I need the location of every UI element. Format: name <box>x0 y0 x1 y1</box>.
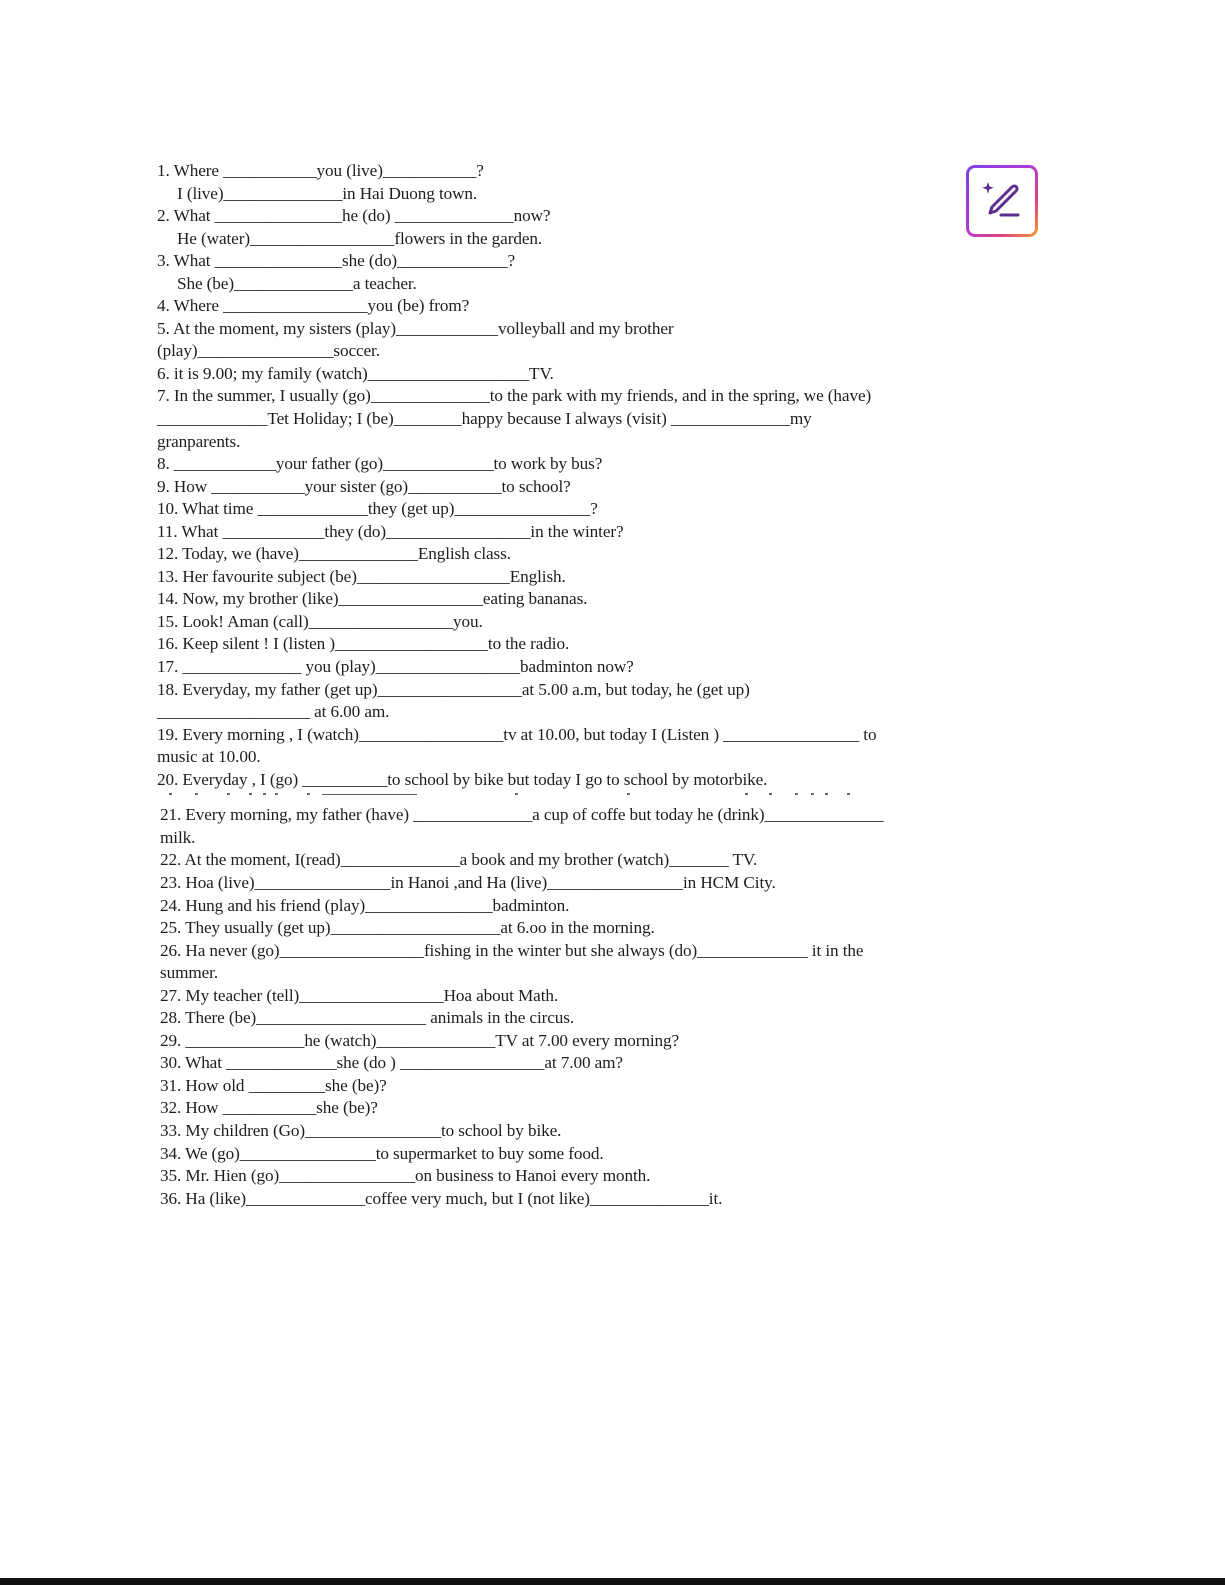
answer-blank[interactable]: _________________ <box>299 985 444 1005</box>
exercise-line <box>157 679 997 702</box>
answer-blank[interactable]: _____________ <box>383 454 494 474</box>
exercise-text: milk. <box>160 827 196 847</box>
exercise-text: fishing in the winter but she always (do) <box>423 940 698 960</box>
exercise-text: She (be) <box>177 273 234 293</box>
exercise-text: badminton. <box>492 895 570 915</box>
exercise-text: your sister (go) <box>304 476 409 496</box>
exercise-line <box>157 183 997 206</box>
answer-blank[interactable]: _______________ <box>214 206 343 226</box>
exercise-list <box>157 160 997 1210</box>
exercise-text: TV at 7.00 every morning? <box>495 1030 680 1050</box>
exercise-text: at 7.00 am? <box>544 1053 623 1073</box>
answer-blank[interactable]: _________________ <box>223 296 368 316</box>
exercise-line <box>157 985 997 1008</box>
answer-blank[interactable]: ____________________ <box>330 918 501 938</box>
exercise-text: 34. We (go) <box>160 1143 240 1163</box>
exercise-line <box>157 250 997 273</box>
exercise-text: 18. Everyday, my father (get up) <box>157 679 378 699</box>
exercise-text: volleyball and my brother <box>497 318 674 338</box>
exercise-line <box>157 363 997 386</box>
answer-blank[interactable]: _____________ <box>157 409 268 429</box>
exercise-line <box>157 1030 997 1053</box>
exercise-text: now? <box>513 206 551 226</box>
exercise-text: your father (go) <box>275 454 384 474</box>
answer-blank[interactable]: _____________ <box>257 499 368 519</box>
exercise-text: 12. Today, we (have) <box>157 544 299 564</box>
exercise-text: English class. <box>417 544 511 564</box>
exercise-text: badminton now? <box>520 657 634 677</box>
exercise-text: at 6.oo in the morning. <box>500 918 655 938</box>
exercise-text: 26. Ha never (go) <box>160 940 280 960</box>
exercise-text: a book and my brother (watch) <box>459 850 670 870</box>
exercise-text: ? <box>507 251 516 271</box>
exercise-text: 25. They usually (get up) <box>160 918 331 938</box>
answer-blank[interactable]: ______________ <box>370 386 490 406</box>
exercise-line <box>157 656 997 679</box>
exercise-text: you (live) <box>316 161 383 180</box>
exercise-line <box>157 746 997 769</box>
exercise-text: 14. Now, my brother (like) <box>157 589 339 609</box>
exercise-text: at 6.00 am. <box>309 702 390 722</box>
answer-blank[interactable]: ______________ <box>223 183 343 203</box>
exercise-text: my <box>789 409 812 429</box>
answer-blank[interactable]: ___________________ <box>367 363 530 383</box>
exercise-text: to <box>859 724 877 744</box>
exercise-text: to supermarket to buy some food. <box>375 1143 604 1163</box>
exercise-line <box>157 295 997 318</box>
answer-blank[interactable]: _____________ <box>226 1053 337 1073</box>
page-bottom-edge <box>0 1578 1225 1585</box>
exercise-text: music at 10.00. <box>157 747 261 767</box>
exercise-text: 33. My children (Go) <box>160 1120 306 1140</box>
answer-blank[interactable]: ________________ <box>239 1143 376 1163</box>
exercise-text: she (do ) <box>336 1053 400 1073</box>
answer-blank[interactable]: ____________ <box>173 454 276 474</box>
exercise-text: flowers in the garden. <box>394 228 543 248</box>
exercise-line <box>157 1007 997 1030</box>
exercise-text: summer. <box>160 963 219 983</box>
exercise-text: to school by bike but today I go to school by motorbike. <box>387 769 768 789</box>
exercise-text: on business to Hanoi every month. <box>414 1166 651 1186</box>
exercise-line <box>157 1075 997 1098</box>
answer-blank[interactable]: __________________ <box>335 634 488 654</box>
exercise-line <box>157 701 997 724</box>
exercise-text: 36. Ha (like) <box>160 1188 247 1208</box>
exercise-text: 21. Every morning, my father (have) <box>160 805 414 825</box>
exercise-line <box>157 205 997 228</box>
answer-blank[interactable]: __________ <box>302 769 388 789</box>
answer-blank[interactable]: ____________________ <box>256 1008 427 1028</box>
answer-blank[interactable]: ________ <box>393 409 462 429</box>
answer-blank[interactable]: ___________ <box>222 1098 317 1118</box>
answer-blank[interactable]: _________________ <box>338 589 483 609</box>
exercise-text: it in the <box>807 940 864 960</box>
exercise-line <box>157 1143 997 1166</box>
exercise-text: 29. <box>160 1030 186 1050</box>
answer-blank[interactable]: ____________ <box>396 318 498 338</box>
exercise-text: 7. In the summer, I usually (go) <box>157 386 371 406</box>
answer-blank[interactable]: ______________ <box>246 1188 365 1208</box>
exercise-text: 2. What <box>157 206 215 226</box>
exercise-text: 11. What <box>157 521 223 541</box>
exercise-text: 9. How <box>157 476 212 496</box>
exercise-text: 15. Look! Aman (call) <box>157 611 309 631</box>
exercise-line <box>157 1097 997 1120</box>
exercise-text: he (watch) <box>304 1030 377 1050</box>
exercise-line <box>157 318 997 341</box>
answer-blank[interactable]: ________________ <box>254 872 391 892</box>
exercise-line <box>157 453 997 476</box>
answer-blank[interactable]: _______ <box>669 850 729 870</box>
exercise-text: 31. How old <box>160 1075 249 1095</box>
answer-blank[interactable]: ______________ <box>340 850 460 870</box>
exercise-text: in Hanoi ,and Ha (live) <box>390 872 548 892</box>
answer-blank[interactable]: ______________ <box>185 1030 305 1050</box>
exercise-line <box>157 566 997 589</box>
exercise-text: ? <box>476 161 484 180</box>
exercise-line <box>157 521 997 544</box>
exercise-text: (play) <box>157 341 198 361</box>
exercise-text: 28. There (be) <box>160 1008 257 1028</box>
exercise-text: she (be)? <box>316 1098 378 1118</box>
answer-blank[interactable]: _________________ <box>358 724 504 744</box>
exercise-text: 16. Keep silent ! I (listen ) <box>157 634 335 654</box>
exercise-line <box>157 872 997 895</box>
answer-blank[interactable]: ______________ <box>413 805 533 825</box>
exercise-text: to school? <box>501 476 571 496</box>
exercise-text: a cup of coffe but today he (drink) <box>532 805 765 825</box>
exercise-text: he (do) <box>342 206 395 226</box>
exercise-text: 32. How <box>160 1098 223 1118</box>
exercise-text: it. <box>708 1188 723 1208</box>
answer-blank[interactable]: ______________ <box>589 1188 709 1208</box>
exercise-text: they (do) <box>324 521 387 541</box>
answer-blank[interactable]: ______________ <box>182 657 302 677</box>
exercise-text: 8. <box>157 454 174 474</box>
answer-blank[interactable]: _____________ <box>697 940 808 960</box>
exercise-text: 19. Every morning , I (watch) <box>157 724 359 744</box>
answer-blank[interactable]: ________________ <box>305 1120 441 1140</box>
exercise-line <box>157 1120 997 1143</box>
exercise-line <box>157 476 997 499</box>
answer-blank[interactable]: _________________ <box>279 940 424 960</box>
exercise-text: 27. My teacher (tell) <box>160 985 300 1005</box>
exercise-line <box>157 804 997 827</box>
answer-blank[interactable]: ______________ <box>298 544 418 564</box>
exercise-text: 17. <box>157 657 183 677</box>
exercise-text: TV. <box>529 363 554 383</box>
exercise-line <box>157 498 997 521</box>
exercise-line <box>157 1188 997 1211</box>
exercise-text: they (get up) <box>367 499 455 519</box>
exercise-text: 5. At the moment, my sisters (play) <box>157 318 397 338</box>
exercise-line <box>157 611 997 634</box>
answer-blank[interactable]: __________________ <box>157 702 310 722</box>
page-gap <box>157 791 997 804</box>
exercise-line <box>157 160 997 183</box>
exercise-text: to school by bike. <box>440 1120 562 1140</box>
exercise-text: eating bananas. <box>482 589 588 609</box>
exercise-line <box>157 849 997 872</box>
exercise-line <box>157 228 997 251</box>
exercise-line <box>157 962 997 985</box>
answer-blank[interactable]: ________________ <box>197 341 334 361</box>
exercise-text: to the park with my friends, and in the spring, we (have) <box>489 386 872 406</box>
answer-blank[interactable]: ____________ <box>222 521 325 541</box>
exercise-line <box>157 827 997 850</box>
answer-blank[interactable]: ________________ <box>723 724 860 744</box>
answer-blank[interactable]: _______________ <box>214 251 343 271</box>
answer-blank[interactable]: _________________ <box>399 1053 545 1073</box>
exercise-text: English. <box>509 566 566 586</box>
answer-blank[interactable]: _________________ <box>377 679 522 699</box>
answer-blank[interactable]: _________________ <box>308 611 453 631</box>
exercise-text: 13. Her favourite subject (be) <box>157 566 357 586</box>
exercise-text: you (play) <box>301 657 376 677</box>
exercise-text: you (be) from? <box>367 296 470 316</box>
exercise-text: animals in the circus. <box>426 1008 575 1028</box>
exercise-text: 30. What <box>160 1053 227 1073</box>
exercise-line <box>157 940 997 963</box>
exercise-text: in the winter? <box>530 521 624 541</box>
magic-pen-icon <box>979 178 1025 224</box>
exercise-line <box>157 588 997 611</box>
answer-blank[interactable]: ________________ <box>454 499 591 519</box>
exercise-text: He (water) <box>177 228 250 248</box>
exercise-text: at 5.00 a.m, but today, he (get up) <box>521 679 750 699</box>
exercise-text: ? <box>590 499 598 519</box>
answer-blank[interactable]: ________________ <box>279 1166 415 1186</box>
exercise-text: 20. Everyday , I (go) <box>157 769 303 789</box>
exercise-text: coffee very much, but I (not like) <box>364 1188 590 1208</box>
exercise-text: 10. What time <box>157 499 258 519</box>
answer-blank[interactable]: _____________ <box>397 251 508 271</box>
faded-line-remnant <box>157 785 857 801</box>
exercise-line <box>157 724 997 747</box>
answer-blank[interactable]: _________________ <box>249 228 395 248</box>
exercise-line <box>157 340 997 363</box>
edit-button-face <box>969 168 1035 234</box>
exercise-line <box>157 431 997 454</box>
exercise-text: tv at 10.00, but today I (Listen ) <box>503 724 724 744</box>
exercise-text: 22. At the moment, I(read) <box>160 850 341 870</box>
exercise-line <box>157 1165 997 1188</box>
answer-blank[interactable]: ______________ <box>233 273 353 293</box>
exercise-text: you. <box>453 611 483 631</box>
exercise-line <box>157 1052 997 1075</box>
exercise-text: she (do) <box>342 251 398 271</box>
answer-blank[interactable]: _________ <box>248 1075 326 1095</box>
exercise-text: 24. Hung and his friend (play) <box>160 895 366 915</box>
answer-blank[interactable]: ___________ <box>408 476 502 496</box>
exercise-text: she (be)? <box>325 1075 387 1095</box>
answer-blank[interactable]: ___________ <box>211 476 305 496</box>
answer-blank[interactable]: ________________ <box>547 872 683 892</box>
exercise-text: 23. Hoa (live) <box>160 872 255 892</box>
exercise-text: 4. Where <box>157 296 224 316</box>
exercise-line <box>157 917 997 940</box>
exercise-text: to work by bus? <box>493 454 603 474</box>
answer-blank[interactable]: ______________ <box>394 206 514 226</box>
answer-blank[interactable]: __________________ <box>356 566 510 586</box>
exercise-text: soccer. <box>333 341 380 361</box>
answer-blank[interactable]: _________________ <box>375 657 521 677</box>
exercise-text: in Hai Duong town. <box>342 183 478 203</box>
exercise-text: 3. What <box>157 251 215 271</box>
edit-document-button[interactable] <box>966 165 1038 237</box>
exercise-text: in HCM City. <box>683 872 776 892</box>
exercise-text: happy because I always (visit) <box>461 409 671 429</box>
exercise-line <box>157 633 997 656</box>
exercise-line <box>157 273 997 296</box>
answer-blank[interactable]: ___________ <box>223 161 317 180</box>
exercise-line <box>157 408 997 431</box>
exercise-text: I (live) <box>177 183 224 203</box>
answer-blank[interactable]: ______________ <box>764 805 884 825</box>
exercise-text: Hoa about Math. <box>443 985 559 1005</box>
answer-blank[interactable]: ___________ <box>382 161 477 180</box>
answer-blank[interactable]: ______________ <box>376 1030 496 1050</box>
exercise-text: TV. <box>728 850 758 870</box>
exercise-line <box>157 385 997 408</box>
answer-blank[interactable]: _______________ <box>365 895 493 915</box>
exercise-text: 6. it is 9.00; my family (watch) <box>157 363 368 383</box>
answer-blank[interactable]: ______________ <box>670 409 790 429</box>
exercise-line <box>157 895 997 918</box>
exercise-text: a teacher. <box>352 273 417 293</box>
exercise-text: Tet Holiday; I (be) <box>267 409 394 429</box>
exercise-text: 35. Mr. Hien (go) <box>160 1166 280 1186</box>
exercise-line <box>157 543 997 566</box>
exercise-text: granparents. <box>157 431 241 451</box>
exercise-text: 1. Where <box>157 161 224 180</box>
exercise-text: to the radio. <box>487 634 570 654</box>
answer-blank[interactable]: _________________ <box>386 521 531 541</box>
